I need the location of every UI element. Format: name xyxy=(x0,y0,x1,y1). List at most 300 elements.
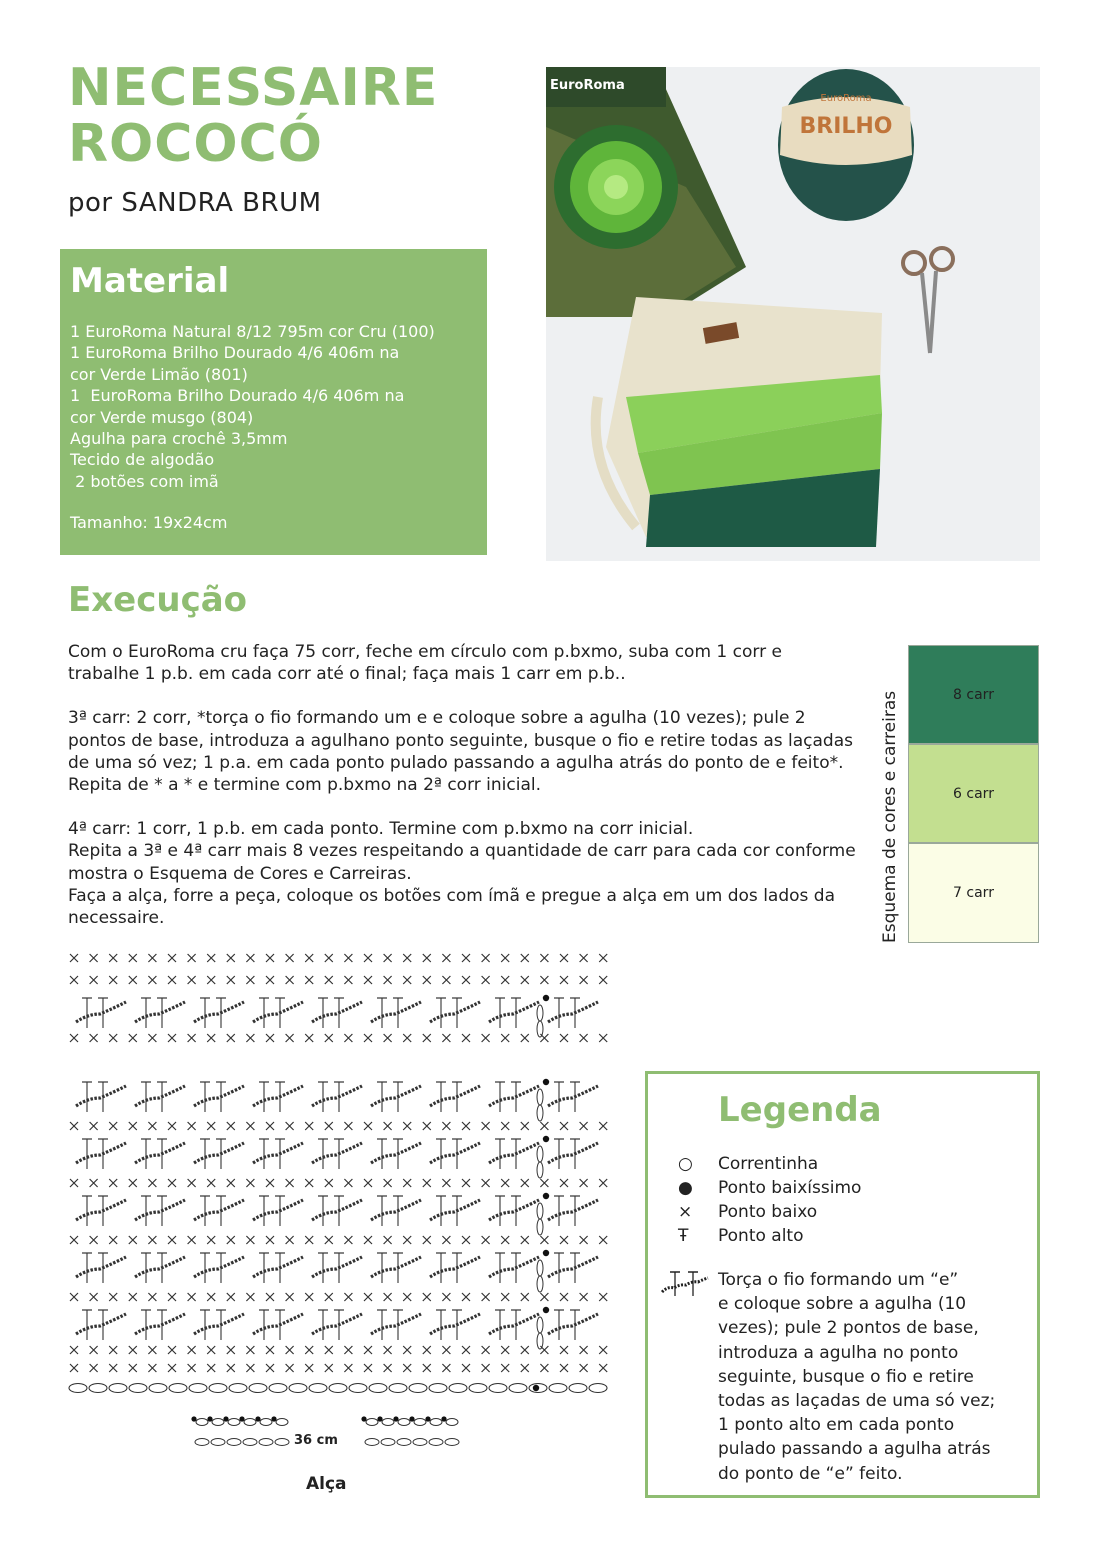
slip-stitch-symbol xyxy=(361,1416,366,1421)
single-crochet-symbol xyxy=(70,1364,78,1372)
twist-stitch-symbol xyxy=(312,1257,362,1277)
single-crochet-symbol xyxy=(599,1346,607,1354)
twist-stitch-symbol xyxy=(371,1257,421,1277)
slip-stitch-symbol xyxy=(543,1307,549,1313)
chain-symbol xyxy=(309,1384,327,1393)
chain-symbol xyxy=(211,1439,225,1446)
single-crochet-symbol xyxy=(423,1122,431,1130)
author-line: por SANDRA BRUM xyxy=(68,188,322,218)
single-crochet-symbol xyxy=(384,1293,392,1301)
legend-item xyxy=(678,1178,861,1198)
twist-stitch-symbol xyxy=(253,1257,303,1277)
single-crochet-symbol xyxy=(188,1236,196,1244)
single-crochet-symbol xyxy=(599,954,607,962)
single-crochet-symbol xyxy=(129,1293,137,1301)
chain-symbol xyxy=(260,1419,272,1426)
single-crochet-symbol xyxy=(246,1346,254,1354)
twist-stitch-description xyxy=(718,1268,1018,1486)
single-crochet-symbol xyxy=(482,1293,490,1301)
single-crochet-symbol xyxy=(580,954,588,962)
single-crochet-symbol xyxy=(482,976,490,984)
twist-stitch-symbol xyxy=(430,1257,480,1277)
chain-symbol xyxy=(414,1419,426,1426)
single-crochet-symbol xyxy=(148,954,156,962)
single-crochet-symbol xyxy=(580,1236,588,1244)
chain-symbol xyxy=(189,1384,207,1393)
twist-stitch-symbol xyxy=(489,1200,539,1220)
single-crochet-symbol xyxy=(109,1236,117,1244)
chain-symbol xyxy=(489,1384,507,1393)
yarn-brand: EuroRoma xyxy=(820,93,872,104)
execution-paragraph: Faça a alça, forre a peça, coloque os botões com ímã e pregue a alça em um dos lados da necessaire. xyxy=(68,885,835,929)
single-crochet-symbol xyxy=(325,976,333,984)
single-crochet-symbol xyxy=(501,954,509,962)
single-crochet-symbol xyxy=(305,1346,313,1354)
single-crochet-symbol xyxy=(227,1034,235,1042)
single-crochet-symbol xyxy=(246,1034,254,1042)
single-crochet-symbol xyxy=(227,1122,235,1130)
single-crochet-symbol xyxy=(70,1346,78,1354)
twist-stitch-symbol xyxy=(430,1086,480,1106)
single-crochet-symbol xyxy=(384,976,392,984)
single-crochet-symbol xyxy=(70,1034,78,1042)
legend-desc-line: Torça o fio formando um “e” xyxy=(718,1270,959,1290)
single-crochet-symbol xyxy=(384,954,392,962)
twist-stitch-symbol xyxy=(489,1257,539,1277)
twist-stitch-symbol xyxy=(253,1002,303,1022)
chain-symbol xyxy=(549,1384,567,1393)
twist-stitch-symbol xyxy=(371,1200,421,1220)
single-crochet-symbol xyxy=(560,954,568,962)
single-crochet-symbol xyxy=(501,1364,509,1372)
single-crochet-symbol xyxy=(442,1179,450,1187)
twist-stitch-symbol xyxy=(76,1314,126,1334)
single-crochet-symbol xyxy=(364,976,372,984)
twist-stitch-symbol xyxy=(135,1314,185,1334)
single-crochet-symbol xyxy=(70,1236,78,1244)
twist-stitch-symbol xyxy=(135,1257,185,1277)
single-crochet-symbol xyxy=(364,1179,372,1187)
slip-stitch-symbol xyxy=(239,1416,244,1421)
single-crochet-symbol xyxy=(599,1034,607,1042)
single-crochet-symbol xyxy=(109,954,117,962)
single-crochet-symbol xyxy=(442,1236,450,1244)
single-crochet-symbol xyxy=(246,1293,254,1301)
single-crochet-symbol xyxy=(540,1364,548,1372)
single-crochet-symbol xyxy=(70,1179,78,1187)
single-crochet-symbol xyxy=(168,1364,176,1372)
single-crochet-symbol xyxy=(90,954,98,962)
legend-heading: Legenda xyxy=(718,1090,882,1130)
twist-stitch-symbol xyxy=(489,1086,539,1106)
twist-stitch-symbol xyxy=(76,1143,126,1163)
single-crochet-symbol xyxy=(442,1364,450,1372)
single-crochet-symbol xyxy=(227,1236,235,1244)
twist-stitch-symbol xyxy=(371,1314,421,1334)
single-crochet-symbol xyxy=(403,1293,411,1301)
twist-stitch-symbol xyxy=(430,1200,480,1220)
single-crochet-symbol xyxy=(384,1034,392,1042)
single-crochet-symbol xyxy=(188,954,196,962)
strap-length-label: 36 cm xyxy=(294,1433,338,1448)
chain-symbol xyxy=(537,1260,543,1276)
color-scheme-label: Esquema de cores e carreiras xyxy=(880,690,900,943)
single-crochet-symbol xyxy=(540,1236,548,1244)
crochet-diagram xyxy=(66,948,626,1462)
twist-stitch-symbol xyxy=(489,1314,539,1334)
single-crochet-symbol xyxy=(246,1364,254,1372)
single-crochet-symbol xyxy=(148,1293,156,1301)
chain-symbol xyxy=(398,1419,410,1426)
single-crochet-symbol xyxy=(442,1034,450,1042)
twist-stitch-symbol xyxy=(548,1143,598,1163)
chain-symbol xyxy=(446,1419,458,1426)
single-crochet-symbol xyxy=(207,1034,215,1042)
single-crochet-symbol xyxy=(325,1236,333,1244)
single-crochet-symbol xyxy=(129,1364,137,1372)
single-crochet-symbol xyxy=(305,1293,313,1301)
single-crochet-symbol xyxy=(423,1364,431,1372)
single-crochet-symbol xyxy=(384,1122,392,1130)
single-crochet-symbol xyxy=(442,1122,450,1130)
single-crochet-symbol xyxy=(207,954,215,962)
single-crochet-symbol xyxy=(462,1293,470,1301)
single-crochet-symbol xyxy=(501,1122,509,1130)
single-crochet-symbol xyxy=(109,1293,117,1301)
twist-stitch-symbol xyxy=(253,1200,303,1220)
chain-symbol xyxy=(195,1439,209,1446)
chain-symbol xyxy=(329,1384,347,1393)
single-crochet-symbol xyxy=(207,976,215,984)
single-crochet-symbol xyxy=(325,954,333,962)
single-crochet-symbol xyxy=(403,976,411,984)
material-item: Agulha para crochê 3,5mm xyxy=(70,429,288,449)
chain-symbol xyxy=(229,1384,247,1393)
twist-stitch-symbol xyxy=(371,1143,421,1163)
twist-stitch-symbol xyxy=(312,1002,362,1022)
single-crochet-symbol xyxy=(90,976,98,984)
single-crochet-symbol xyxy=(560,1179,568,1187)
single-crochet-symbol xyxy=(129,1236,137,1244)
slip-stitch-icon: ● xyxy=(678,1178,693,1198)
single-crochet-symbol xyxy=(540,1122,548,1130)
slip-stitch-symbol xyxy=(271,1416,276,1421)
color-band: 6 carr xyxy=(908,744,1039,843)
chain-symbol xyxy=(196,1419,208,1426)
single-crochet-symbol xyxy=(305,1179,313,1187)
chain-symbol xyxy=(537,1021,543,1037)
chain-symbol xyxy=(269,1384,287,1393)
single-crochet-symbol xyxy=(364,954,372,962)
single-crochet-symbol xyxy=(109,976,117,984)
slip-stitch-symbol xyxy=(543,1250,549,1256)
single-crochet-symbol xyxy=(560,1034,568,1042)
single-crochet-symbol xyxy=(482,954,490,962)
single-crochet-symbol xyxy=(560,1236,568,1244)
material-item: 1 EuroRoma Brilho Dourado 4/6 406m na xyxy=(70,386,405,406)
single-crochet-symbol xyxy=(227,1364,235,1372)
single-crochet-symbol xyxy=(344,954,352,962)
twist-stitch-symbol xyxy=(76,1257,126,1277)
execution-paragraph: Repita a 3ª e 4ª carr mais 8 vezes respeitando a quantidade de carr para cada cor conforme mostra o Esquema de Cores e Carreiras. xyxy=(68,841,856,884)
single-crochet-symbol xyxy=(129,976,137,984)
legend-box xyxy=(645,1071,1040,1498)
single-crochet-symbol xyxy=(599,1364,607,1372)
single-crochet-symbol xyxy=(442,1346,450,1354)
single-crochet-symbol xyxy=(207,1122,215,1130)
twist-stitch-icon xyxy=(660,1270,710,1300)
chain-symbol xyxy=(537,1333,543,1349)
execution-heading: Execução xyxy=(68,580,248,620)
single-crochet-symbol xyxy=(344,1236,352,1244)
single-crochet-symbol xyxy=(423,954,431,962)
single-crochet-symbol xyxy=(482,1364,490,1372)
single-crochet-symbol xyxy=(266,1034,274,1042)
single-crochet-symbol xyxy=(207,1293,215,1301)
twist-stitch-symbol xyxy=(76,1200,126,1220)
single-crochet-symbol xyxy=(70,954,78,962)
single-crochet-symbol xyxy=(168,954,176,962)
chain-symbol xyxy=(149,1384,167,1393)
slip-stitch-symbol xyxy=(543,1193,549,1199)
single-crochet-symbol xyxy=(599,1122,607,1130)
single-crochet-symbol xyxy=(70,976,78,984)
legend-label: Ponto baixo xyxy=(718,1202,818,1222)
single-crochet-symbol xyxy=(423,1346,431,1354)
single-crochet-symbol xyxy=(580,1122,588,1130)
single-crochet-symbol xyxy=(168,1179,176,1187)
chain-icon: ○ xyxy=(678,1154,693,1174)
single-crochet-symbol xyxy=(266,1346,274,1354)
single-crochet-symbol xyxy=(599,1179,607,1187)
color-band: 7 carr xyxy=(908,843,1039,943)
chain-symbol xyxy=(537,1005,543,1021)
single-crochet-symbol xyxy=(482,1122,490,1130)
legend-desc-line: pulado passando a agulha atrás xyxy=(718,1439,991,1460)
single-crochet-symbol xyxy=(207,1364,215,1372)
single-crochet-symbol xyxy=(560,1346,568,1354)
chain-symbol xyxy=(381,1439,395,1446)
single-crochet-symbol xyxy=(540,976,548,984)
slip-stitch-symbol xyxy=(425,1416,430,1421)
single-crochet-symbol xyxy=(266,976,274,984)
slip-stitch-symbol xyxy=(393,1416,398,1421)
single-crochet-symbol xyxy=(148,1346,156,1354)
single-crochet-symbol xyxy=(364,1346,372,1354)
chain-symbol xyxy=(275,1439,289,1446)
slip-stitch-symbol xyxy=(409,1416,414,1421)
single-crochet-symbol xyxy=(305,1034,313,1042)
single-crochet-symbol xyxy=(560,976,568,984)
legend-label: Ponto baixíssimo xyxy=(718,1178,862,1198)
single-crochet-symbol xyxy=(482,1346,490,1354)
chain-symbol xyxy=(469,1384,487,1393)
single-crochet-symbol xyxy=(188,1364,196,1372)
slip-stitch-symbol xyxy=(255,1416,260,1421)
strap-label: Alça xyxy=(306,1474,347,1494)
single-crochet-symbol xyxy=(540,954,548,962)
chain-symbol xyxy=(366,1419,378,1426)
single-crochet-symbol xyxy=(423,1179,431,1187)
chain-symbol xyxy=(449,1384,467,1393)
single-crochet-symbol xyxy=(540,1293,548,1301)
single-crochet-symbol xyxy=(168,1346,176,1354)
material-list xyxy=(70,321,477,492)
single-crochet-symbol xyxy=(246,1122,254,1130)
single-crochet-symbol xyxy=(286,1034,294,1042)
single-crochet-symbol xyxy=(521,1364,529,1372)
twist-stitch-symbol xyxy=(194,1086,244,1106)
single-crochet-symbol xyxy=(207,1179,215,1187)
twist-stitch-symbol xyxy=(312,1143,362,1163)
single-crochet-symbol xyxy=(246,1179,254,1187)
chain-symbol xyxy=(409,1384,427,1393)
single-crochet-symbol xyxy=(90,1122,98,1130)
double-crochet-icon: Ŧ xyxy=(678,1226,689,1246)
single-crochet-symbol xyxy=(580,1179,588,1187)
chain-symbol xyxy=(276,1419,288,1426)
single-crochet-symbol xyxy=(90,1179,98,1187)
single-crochet-symbol xyxy=(246,976,254,984)
single-crochet-symbol xyxy=(462,1179,470,1187)
single-crochet-symbol xyxy=(70,1293,78,1301)
single-crochet-symbol xyxy=(188,976,196,984)
single-crochet-symbol xyxy=(384,1179,392,1187)
single-crochet-symbol xyxy=(109,1034,117,1042)
twist-stitch-symbol xyxy=(371,1002,421,1022)
single-crochet-symbol xyxy=(266,1293,274,1301)
chain-symbol xyxy=(227,1439,241,1446)
single-crochet-symbol xyxy=(148,1236,156,1244)
single-crochet-symbol xyxy=(521,1293,529,1301)
single-crochet-symbol xyxy=(227,954,235,962)
material-item: 1 EuroRoma Brilho Dourado 4/6 406m na xyxy=(70,343,400,363)
single-crochet-symbol xyxy=(403,1236,411,1244)
single-crochet-symbol xyxy=(325,1034,333,1042)
chain-symbol xyxy=(589,1384,607,1393)
single-crochet-symbol xyxy=(403,1179,411,1187)
magazine-brand: EuroRoma xyxy=(550,78,625,93)
chain-symbol xyxy=(349,1384,367,1393)
slip-stitch-symbol xyxy=(223,1416,228,1421)
single-crochet-symbol xyxy=(482,1034,490,1042)
legend-item xyxy=(678,1226,804,1246)
single-crochet-symbol xyxy=(109,1179,117,1187)
chain-symbol xyxy=(369,1384,387,1393)
single-crochet-symbol xyxy=(462,1364,470,1372)
single-crochet-symbol xyxy=(501,1179,509,1187)
twist-stitch-symbol xyxy=(76,1002,126,1022)
crochet-chart xyxy=(66,948,626,1458)
single-crochet-symbol xyxy=(482,1179,490,1187)
single-crochet-symbol xyxy=(168,1236,176,1244)
single-crochet-symbol xyxy=(266,1179,274,1187)
single-crochet-symbol xyxy=(580,1034,588,1042)
single-crochet-symbol xyxy=(521,1236,529,1244)
slip-stitch-symbol xyxy=(191,1416,196,1421)
single-crochet-symbol xyxy=(188,1179,196,1187)
chain-symbol xyxy=(429,1439,443,1446)
single-crochet-symbol xyxy=(129,1122,137,1130)
single-crochet-symbol xyxy=(325,1364,333,1372)
single-crochet-symbol xyxy=(423,976,431,984)
single-crochet-icon: × xyxy=(678,1202,693,1222)
single-crochet-symbol xyxy=(188,1293,196,1301)
single-crochet-symbol xyxy=(521,1179,529,1187)
single-crochet-symbol xyxy=(325,1179,333,1187)
single-crochet-symbol xyxy=(384,1236,392,1244)
single-crochet-symbol xyxy=(286,1179,294,1187)
single-crochet-symbol xyxy=(266,954,274,962)
twist-stitch-symbol xyxy=(312,1314,362,1334)
legend-label: Correntinha xyxy=(718,1154,819,1174)
legend-desc-line: e coloque sobre a agulha (10 xyxy=(718,1294,967,1315)
slip-stitch-symbol xyxy=(207,1416,212,1421)
single-crochet-symbol xyxy=(364,1122,372,1130)
twist-stitch-symbol xyxy=(312,1200,362,1220)
single-crochet-symbol xyxy=(266,1236,274,1244)
single-crochet-symbol xyxy=(599,1236,607,1244)
chain-symbol xyxy=(537,1089,543,1105)
single-crochet-symbol xyxy=(344,1346,352,1354)
single-crochet-symbol xyxy=(148,1122,156,1130)
single-crochet-symbol xyxy=(129,1034,137,1042)
single-crochet-symbol xyxy=(207,1236,215,1244)
single-crochet-symbol xyxy=(148,1364,156,1372)
single-crochet-symbol xyxy=(325,1122,333,1130)
chain-symbol xyxy=(212,1419,224,1426)
single-crochet-symbol xyxy=(70,1122,78,1130)
single-crochet-symbol xyxy=(423,1236,431,1244)
single-crochet-symbol xyxy=(246,954,254,962)
material-heading: Material xyxy=(70,261,230,301)
twist-stitch-symbol xyxy=(548,1314,598,1334)
single-crochet-symbol xyxy=(90,1293,98,1301)
single-crochet-symbol xyxy=(442,976,450,984)
material-item: cor Verde musgo (804) xyxy=(70,407,254,427)
twist-stitch-symbol xyxy=(430,1314,480,1334)
single-crochet-symbol xyxy=(168,1122,176,1130)
single-crochet-symbol xyxy=(462,1034,470,1042)
legend-desc-line: todas as laçadas de uma só vez; xyxy=(718,1391,996,1412)
single-crochet-symbol xyxy=(560,1122,568,1130)
twist-stitch-symbol xyxy=(253,1086,303,1106)
single-crochet-symbol xyxy=(266,1122,274,1130)
single-crochet-symbol xyxy=(521,1346,529,1354)
single-crochet-symbol xyxy=(364,1236,372,1244)
chain-symbol xyxy=(89,1384,107,1393)
title-line-1: NECESSAIRE xyxy=(68,58,439,118)
twist-stitch-symbol xyxy=(135,1143,185,1163)
single-crochet-symbol xyxy=(540,1346,548,1354)
single-crochet-symbol xyxy=(364,1293,372,1301)
single-crochet-symbol xyxy=(599,976,607,984)
slip-stitch-symbol xyxy=(441,1416,446,1421)
single-crochet-symbol xyxy=(286,1293,294,1301)
single-crochet-symbol xyxy=(344,1034,352,1042)
single-crochet-symbol xyxy=(462,954,470,962)
single-crochet-symbol xyxy=(286,976,294,984)
chain-symbol xyxy=(209,1384,227,1393)
single-crochet-symbol xyxy=(286,1236,294,1244)
single-crochet-symbol xyxy=(462,976,470,984)
twist-stitch-symbol xyxy=(253,1143,303,1163)
twist-stitch-symbol xyxy=(253,1314,303,1334)
chain-symbol xyxy=(69,1384,87,1393)
single-crochet-symbol xyxy=(501,1293,509,1301)
twist-stitch-symbol xyxy=(548,1257,598,1277)
legend-item xyxy=(678,1202,817,1222)
